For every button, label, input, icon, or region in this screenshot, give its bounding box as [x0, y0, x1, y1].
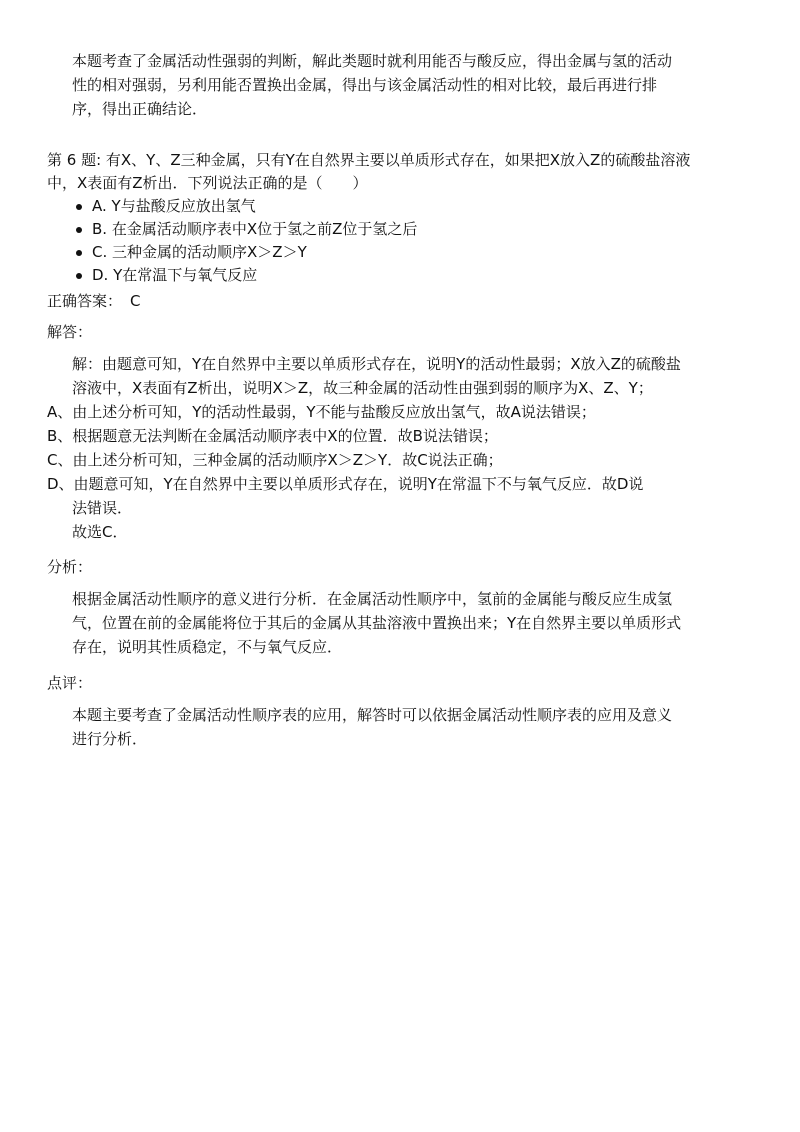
intro-line: 序，得出正确结论．: [72, 100, 208, 118]
comment-label: 点评：: [47, 674, 93, 692]
solution-line: D、由题意可知，Y在自然界中主要以单质形式存在，说明Y在常温下不与氧气反应．故D说: [47, 475, 644, 493]
comment-line: 本题主要考查了金属活动性顺序表的应用，解答时可以依据金属活动性顺序表的应用及意义: [72, 706, 673, 724]
analysis-label: 分析：: [47, 558, 93, 576]
solution-line: 解：由题意可知，Y在自然界中主要以单质形式存在，说明Y的活动性最弱；X放入Z的硫酸盐: [72, 355, 681, 373]
answer-value: C: [130, 292, 141, 310]
comment-line: 进行分析．: [72, 730, 148, 748]
question-line: 第 6 题: 有X、Y、Z三种金属，只有Y在自然界主要以单质形式存在，如果把X放入Z的硫酸盐溶液: [47, 151, 691, 169]
solution-line: B、根据题意无法判断在金属活动顺序表中X的位置．故B说法错误；: [47, 427, 498, 445]
analysis-body: [72, 587, 752, 659]
solution-line: A、由上述分析可知，Y的活动性最弱，Y不能与盐酸反应放出氢气，故A说法错误；: [47, 403, 596, 421]
option-d: D. Y在常温下与氧气反应: [72, 264, 417, 287]
question-line: 中，X表面有Z析出．下列说法正确的是（ ）: [47, 174, 368, 192]
intro-line: 性的相对强弱，另利用能否置换出金属，得出与该金属活动性的相对比较，最后再进行排: [72, 76, 658, 94]
analysis-line: 根据金属活动性顺序的意义进行分析．在金属活动性顺序中，氢前的金属能与酸反应生成氢: [72, 590, 673, 608]
solution-line: 故选C．: [72, 523, 128, 541]
option-list: [72, 195, 417, 287]
option-a: A. Y与盐酸反应放出氢气: [72, 195, 417, 218]
solution-line: 法错误．: [72, 499, 133, 517]
solution-body: [47, 352, 752, 544]
analysis-line: 存在，说明其性质稳定，不与氧气反应．: [72, 638, 343, 656]
solution-label: 解答：: [47, 323, 93, 341]
question-stem: [47, 149, 767, 195]
intro-paragraph: [72, 49, 732, 121]
analysis-line: 气，位置在前的金属能将位于其后的金属从其盐溶液中置换出来；Y在自然界主要以单质形式: [72, 614, 682, 632]
solution-line: C、由上述分析可知，三种金属的活动顺序X＞Z＞Y．故C说法正确；: [47, 451, 503, 469]
option-c: C. 三种金属的活动顺序X＞Z＞Y: [72, 241, 417, 264]
answer-label: 正确答案：: [47, 292, 123, 310]
intro-line: 本题考查了金属活动性强弱的判断，解此类题时就利用能否与酸反应，得出金属与氢的活动: [72, 52, 673, 70]
option-b: B. 在金属活动顺序表中X位于氢之前Z位于氢之后: [72, 218, 417, 241]
comment-body: [72, 703, 752, 751]
solution-line: 溶液中，X表面有Z析出，说明X＞Z，故三种金属的活动性由强到弱的顺序为X、Z、Y；: [72, 379, 653, 397]
correct-answer: [47, 289, 141, 313]
